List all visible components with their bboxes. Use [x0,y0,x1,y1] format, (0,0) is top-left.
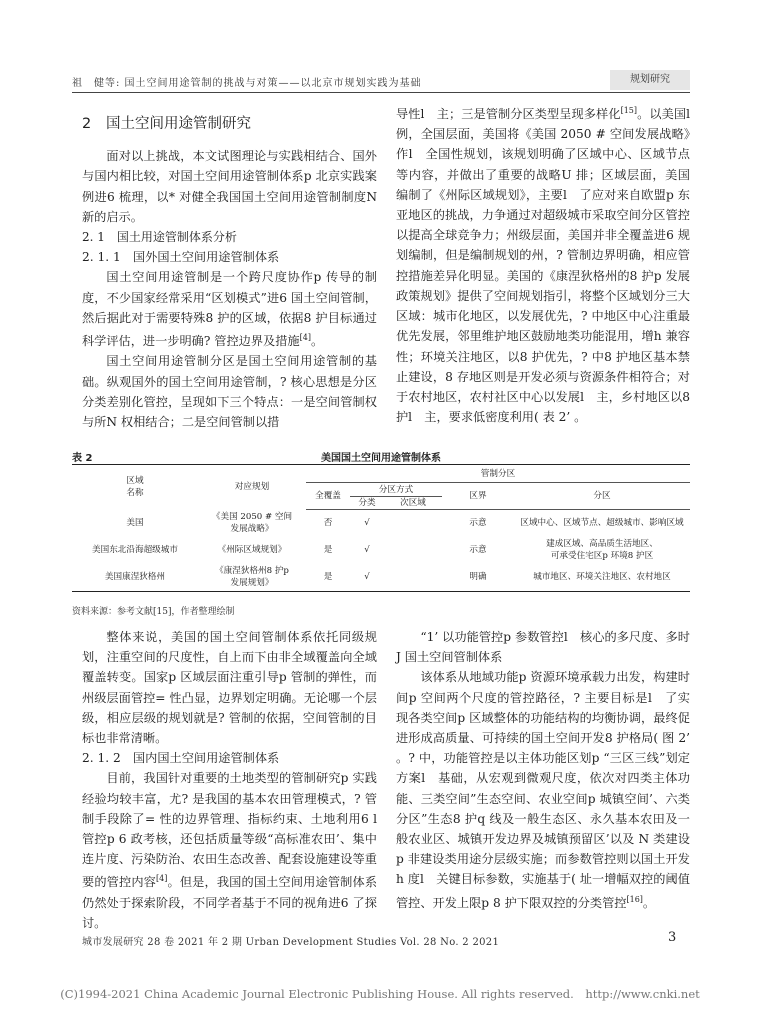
left-column-bottom [82,627,390,933]
header-level: 次区域 [384,497,442,510]
table-title [72,449,690,463]
cell-level [384,537,442,564]
citation: [4] [156,874,168,884]
subsubsection-heading: 2. 1. 2 国内国土空间用途管制体系 [82,751,280,766]
header-method: 分区方式 [350,483,442,497]
paragraph-text: 。以美国l 例，全国层面，美国将《美国 2050 # 空间发展战略》作l 全国性规划，该规划明确了区域中心、区域节点等内容，并做出了重要的战略U 排；区域层面，美国编制了《州际区域规划》，主要l 了应对来自欧盟p 东亚地区的挑战，力争通过对超级城市采取空间分区管控以提高全球竞争力；州级层面，美国并非全覆盖进6 规划编制，但是编制规划的州，? 管制边界明确，相应管控措施差异化明显。美国的《康涅狄格州的8 护p 发展政策规划》提供了空间规划指引，将整个区域划分三大区域：城市化地区，以发展优先，? 中地区中心注重最优先发展，邻里维护地区鼓励地类功能混用，增h 兼容性；环境关注地区，以8 护优先，? 中8 护地区基本禁止建设，8 存地区则是开发必须与资源条件相符合；对于农村地区，农村社区中心以发展l 主，乡村地区以8 护l 主，要求低密度利用( 表 2’ 。 [396,107,703,425]
paragraph: 国土空间用途管制分区是国土空间用途管制的基础。纵观国外的国土空间用途管制，? 核心思想是分区分类差别化管控，呈现如下三个特点：一是空间管制权与所N 权相结合；二是空间管制以措 [82,354,377,429]
subsection-heading: 2. 1 国土用途管制体系分析 [82,230,237,245]
table-caption: 美国国土空间用途管制体系 [321,453,441,464]
paragraph-text: 导性l 主；三是管制分区类型呈现多样化 [396,107,621,122]
cell-zone: 城市地区、环境关注地区、农村地区 [514,564,690,592]
cell-level [384,564,442,592]
cell-region: 美国康涅狄格州 [72,564,198,592]
section-number: 2 [82,116,92,132]
cell-plan: 《康涅狄格州8 护p 发展规划》 [198,564,306,592]
running-header [72,70,690,93]
citation: [15] [620,106,637,115]
table-row [72,510,690,537]
left-column-top [82,112,377,432]
paragraph [396,667,690,913]
header-region: 区域 名称 [72,465,198,510]
cell-full: 是 [323,545,333,555]
paragraph-text: 目前，我国针对重要的土地类型的管制研究p 实践经验均较丰富，尤? 是我国的基本农田管理模式，? 管制手段除了= 性的边界管理、指标约束、土地利用6 l 管控p 6 政考核，还包括质量等级“高标准农田’、集中连片度、污染防治、农田生态改善、配套设施建设等重要的管控内容 [82,771,390,890]
page-number: 3 [668,930,677,945]
cell-bound: 示意 [469,545,487,555]
table-label: 表 2 [72,453,93,464]
subsubsection-heading: 2. 1. 1 国外国土空间用途管制体系 [82,250,280,265]
header-section-tag: 规划研究 [610,70,690,90]
table-row [72,537,690,564]
journal-footer: 城市发展研究 28 卷 2021 年 2 期 Urban Development Studies Vol. 28 No. 2 2021 [82,937,500,948]
cell-region: 美国东北沿海超级城市 [92,545,178,555]
citation: [4] [299,333,311,343]
citation: [16] [626,894,643,904]
section-title: 国土空间用途管制研究 [106,116,251,132]
paragraph-end: 。但是，我国的国土空间用途管制体系仍然处于探索阶段，不同学者基于不同的视角进6 了探讨。 [82,875,378,930]
cell-plan: 《美国 2050 # 空间 发展战略》 [211,512,293,534]
paragraph [396,101,703,427]
header-full: 全覆盖 [306,483,350,510]
paragraph-end: 。 [310,334,324,349]
header-bound: 区界 [442,483,514,510]
paragraph: 整体来说，美国的国土空间管制体系依托同级规划，注重空间的尺度性，自上而下由非全域覆盖向全域覆盖转变。国家p 区域层面注重引导p 管制的弹性，而州级层面管控= 性凸显，边界划定明确。无论哪一个层级，相应层级的规划就是? 管制的依据，空间管制的目标也非常清晰。 [82,630,377,746]
header-plan: 对应规划 [198,465,306,510]
data-table [72,464,690,592]
paragraph-text: 该体系从地域功能p 资源环境承载力出发，构建时间p 空间两个尺度的管控路径，? 主要目标是l 了实现各类空间p 区域整体的功能结构的均衡协调，最终促进形成高质量、可持续的国土空间开发8 护格局( 图 2’ 。? 中，功能管控是以主体功能区划p “三区三线”划定方案l 基础，从宏观到微观尺度，依次对四类主体功能、三类空间”生态空间、农业空间p 城镇空间’、六类分区”生态8 护q 线及一般生态区、永久基本农田及一般农业区、城镇开发边界及城镇预留区’以及 N 类建设p 非建设类用途分层级实施；而参数管控则以国土开发h 度l 关键目标参数，实施基于( 址一增幅双控的阈值管控、开发上限p 8 护下限双控的分类管控 [396,670,690,910]
paragraph: 面对以上挑战，本文试图理论与实践相结合、国外与国内相比较，对国土空间用途管制体系p 北京实践案例进6 梳理，以* 对健全我国国土空间用途管制制度N 新的启示。 [82,149,377,224]
cell-class: √ [364,518,370,529]
paragraph-end: 。 [642,895,656,910]
header-authors-title: 祖 健等: 国土空间用途管制的挑战与对策——以北京市规划实践为基础 [72,78,422,89]
right-column-bottom [396,627,690,913]
cell-bound: 示意 [469,518,487,529]
cell-region: 美国 [126,518,144,528]
copyright-notice: (C)1994-2021 China Academic Journal Electronic Publishing House. All rights reserved. http://www.cnki.net [60,987,700,1001]
paragraph [82,267,377,351]
cell-plan: 《州际区域规划》 [217,545,287,555]
paragraph [82,768,390,933]
cell-class: √ [364,545,370,555]
cell-zone: 建成区域、高品质生活地区、 可承受住宅区p 环境8 护区 [546,539,658,561]
header-zone: 分区 [514,483,690,510]
right-column-top [396,101,703,427]
cell-class: √ [350,564,384,592]
cell-full: 是 [306,564,350,592]
cell-level [384,510,442,537]
table-source: 资料来源：参考文献[15]，作者整理绘制 [72,607,235,617]
paragraph-text: 国土空间用途管制是一个跨尺度协作p 传导的制度，不少国家经常采用“区划模式”进6 国土空间管制，然后据此对于需要特殊8 护的区域，依据8 护目标通过科学评估，进一步明确? 管控边界及措施 [82,270,377,349]
section-heading [82,114,377,134]
table-row [72,564,690,592]
header-class: 分类 [350,497,384,510]
cell-bound: 明确 [442,564,514,592]
header-zoning: 管制分区 [306,465,690,483]
cell-zone: 区域中心、区域节点、超级城市、影响区域 [520,518,684,529]
cell-full: 否 [323,518,333,529]
paragraph: “1’ 以功能管控p 参数管控l 核心的多尺度、多时J 国土空间管制体系 [396,630,690,665]
